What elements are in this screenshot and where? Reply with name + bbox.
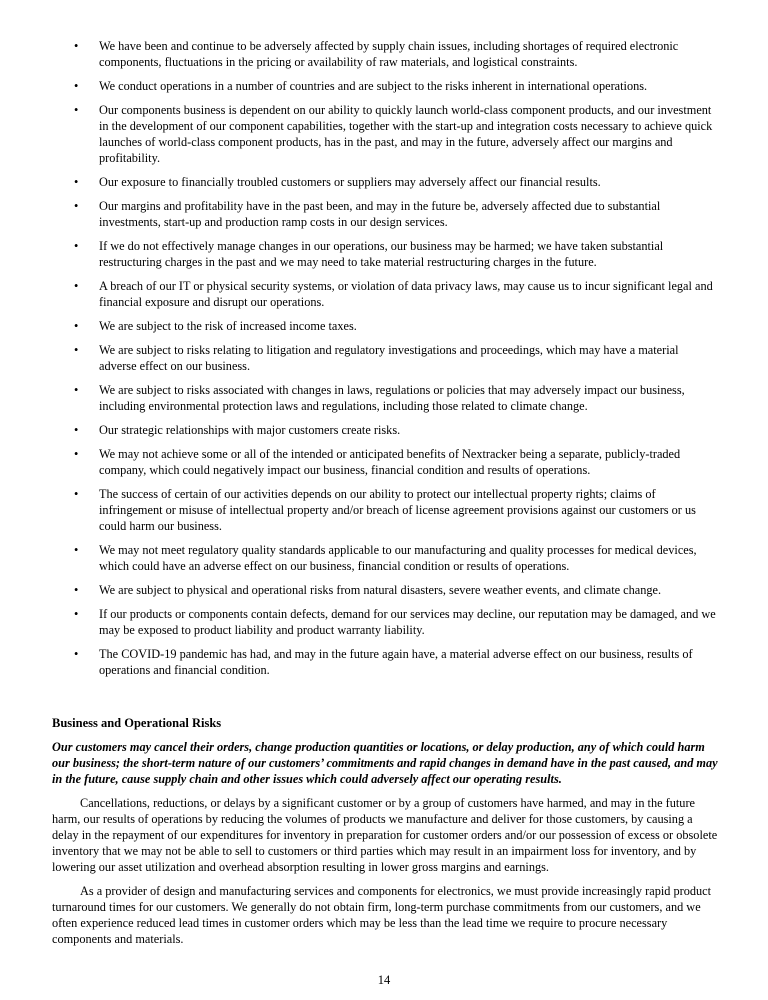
bullet-icon: • [74, 199, 79, 213]
list-item [0, 582, 768, 598]
bullet-icon: • [74, 103, 79, 117]
bullet-icon: • [74, 607, 79, 621]
bullet-icon: • [74, 39, 79, 53]
bullet-text: We may not achieve some or all of the intended or anticipated benefits of Nextracker being a separate, publicly-traded company, which could negatively impact our business, financial condition and results of operations. [99, 447, 681, 477]
bullet-text: The COVID-19 pandemic has had, and may in the future again have, a material adverse effect on our business, results of operations and financial condition. [99, 647, 693, 677]
bullet-text: A breach of our IT or physical security systems, or violation of data privacy laws, may cause us to incur significant legal and financial exposure and disrupt our operations. [99, 279, 713, 309]
bullet-text: We are subject to the risk of increased income taxes. [99, 319, 357, 333]
list-item [0, 446, 768, 478]
body-paragraph: As a provider of design and manufacturing services and components for electronics, we must provide increasingly rapid product turnaround times for our customers. We generally do not obtain firm, long-term purchase commitments from our customers, and we often experience reduced lead times in customer orders which may be less than the lead time we require to procure necessary components and materials. [52, 884, 712, 946]
bullet-icon: • [74, 583, 79, 597]
list-item [0, 342, 768, 374]
bullet-text: Our strategic relationships with major customers create risks. [99, 423, 401, 437]
bullet-text: We are subject to risks associated with changes in laws, regulations or policies that may adversely impact our business, including environmental protection laws and regulations, including those related to climate change. [99, 383, 685, 413]
bullet-icon: • [74, 79, 79, 93]
risk-summary-list [0, 38, 768, 686]
list-item [0, 382, 768, 414]
list-item [0, 606, 768, 638]
risk-heading: Our customers may cancel their orders, change production quantities or locations, or delay production, any of which could harm our business; the short-term nature of our customers’ commitments and rapid changes in demand have in the past caused, and may in the future, cause supply chain and other issues which could adversely affect our operating results. [52, 740, 718, 786]
list-item [0, 174, 768, 190]
bullet-icon: • [74, 423, 79, 437]
page-number: 14 [377, 973, 391, 987]
bullet-text: We are subject to physical and operational risks from natural disasters, severe weather events, and climate change. [99, 583, 662, 597]
list-item [0, 278, 768, 310]
bullet-text: If we do not effectively manage changes in our operations, our business may be harmed; we have taken substantial restructuring charges in the past and we may need to take material restructuring charges in the future. [99, 239, 664, 269]
list-item [0, 78, 768, 94]
list-item [0, 422, 768, 438]
list-item [0, 38, 768, 70]
bullet-text: If our products or components contain defects, demand for our services may decline, our reputation may be damaged, and we may be exposed to product liability and product warranty liability. [99, 607, 716, 637]
bullet-icon: • [74, 447, 79, 461]
bullet-icon: • [74, 343, 79, 357]
bullet-icon: • [74, 319, 79, 333]
list-item [0, 318, 768, 334]
list-item [0, 198, 768, 230]
bullet-text: We may not meet regulatory quality standards applicable to our manufacturing and quality processes for medical devices, which could have an adverse effect on our business, financial condition or results of operations. [99, 543, 697, 573]
list-item [0, 238, 768, 270]
bullet-text: Our margins and profitability have in the past been, and may in the future be, adversely affected due to substantial investments, start-up and production ramp costs in our design services. [99, 199, 661, 229]
bullet-text: We have been and continue to be adversely affected by supply chain issues, including shortages of required electronic components, fluctuations in the pricing or availability of raw materials, and logistical constraints. [99, 39, 679, 69]
bullet-icon: • [74, 647, 79, 661]
main-content [52, 715, 718, 955]
bullet-text: We conduct operations in a number of countries and are subject to the risks inherent in international operations. [99, 79, 648, 93]
list-item [0, 542, 768, 574]
bullet-icon: • [74, 383, 79, 397]
bullet-icon: • [74, 279, 79, 293]
list-item [0, 102, 768, 166]
body-paragraph: Cancellations, reductions, or delays by a significant customer or by a group of customers have harmed, and may in the future harm, our results of operations by reducing the volumes of products we manufacture and deliver for those customers, by causing a delay in the repayment of our expenditures for inventory in preparation for customer orders and/or our possession of excess or obsolete inventory that we may not be able to sell to customers or third parties which may result in an impairment loss for inventory, and by lowering our asset utilization and overhead absorption resulting in lower gross margins and earnings. [52, 796, 718, 874]
bullet-icon: • [74, 543, 79, 557]
bullet-text: Our components business is dependent on our ability to quickly launch world-class component products, and our investment in the development of our component capabilities, together with the start-up and integration costs necessary to achieve quick launches of world-class component products, has in the past, and may in the future, adversely affect our margins and profitability. [99, 103, 713, 165]
bullet-text: The success of certain of our activities depends on our ability to protect our intellectual property rights; claims of infringement or misuse of intellectual property and/or breach of license agreement provisions against our customers or us could harm our business. [99, 487, 696, 533]
bullet-icon: • [74, 239, 79, 253]
section-heading: Business and Operational Risks [52, 716, 222, 730]
bullet-icon: • [74, 175, 79, 189]
list-item [0, 486, 768, 534]
bullet-text: Our exposure to financially troubled customers or suppliers may adversely affect our financial results. [99, 175, 601, 189]
list-item [0, 646, 768, 678]
bullet-icon: • [74, 487, 79, 501]
bullet-text: We are subject to risks relating to litigation and regulatory investigations and proceedings, which may have a material adverse effect on our business. [99, 343, 679, 373]
